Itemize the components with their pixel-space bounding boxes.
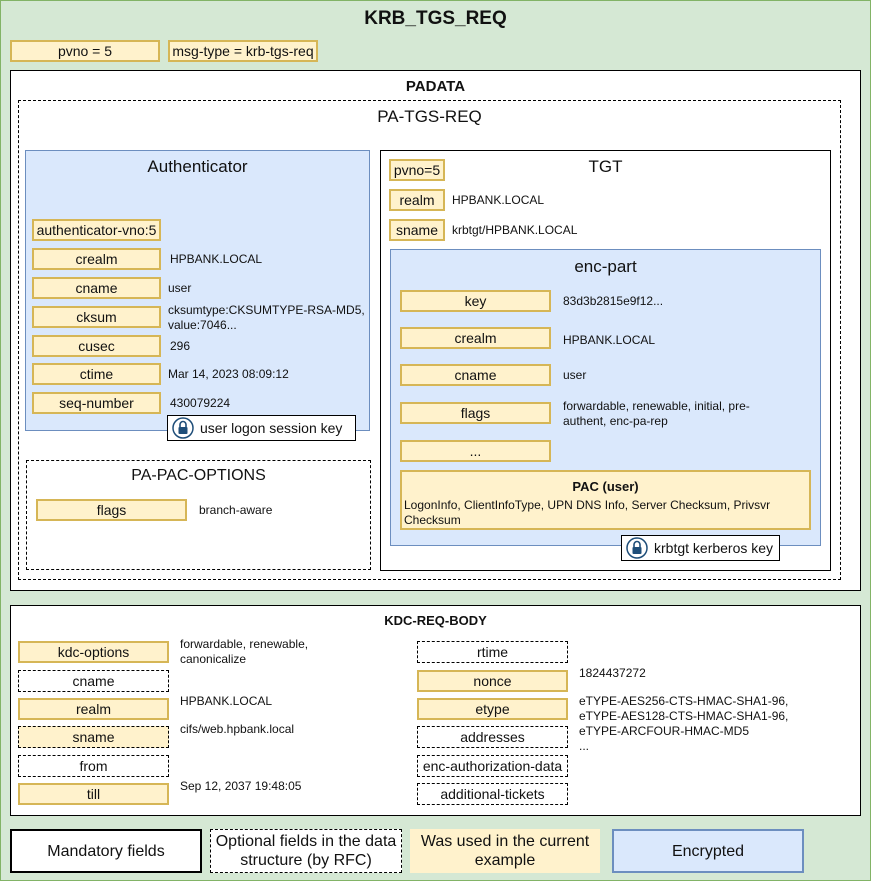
- body-till-field: till: [18, 783, 169, 805]
- pvno-field: pvno = 5: [10, 40, 160, 62]
- body-additional-tickets-field: additional-tickets: [417, 783, 568, 805]
- legend-optional: Optional fields in the data structure (by RFC): [210, 829, 402, 873]
- auth-cname-field: cname: [32, 277, 161, 299]
- auth-crealm-value: HPBANK.LOCAL: [170, 252, 263, 266]
- enc-part-title: enc-part: [574, 257, 637, 276]
- krbtgt-kerberos-key: [621, 535, 780, 561]
- tgt-realm-field: realm: [389, 189, 445, 211]
- pac-options-flags-field: flags: [36, 499, 187, 521]
- auth-cksum-value: cksumtype:CKSUMTYPE-RSA-MD5, value:7046...: [168, 303, 365, 332]
- body-addresses-field: addresses: [417, 726, 568, 748]
- body-sname-value: cifs/web.hpbank.local: [180, 722, 295, 736]
- pa-pac-options-title: PA-PAC-OPTIONS: [131, 467, 266, 484]
- body-realm-field: realm: [18, 698, 169, 720]
- pa-tgs-req-title: PA-TGS-REQ: [377, 107, 482, 126]
- tgt-sname-value: krbtgt/HPBANK.LOCAL: [452, 223, 578, 237]
- pac-user-title: PAC (user): [572, 479, 639, 494]
- auth-seq-number-value: 430079224: [170, 396, 231, 410]
- auth-cksum-field: cksum: [32, 306, 161, 328]
- tgt-title: TGT: [588, 157, 623, 176]
- enc-cname-value: user: [563, 368, 587, 382]
- auth-cusec-field: cusec: [32, 335, 161, 357]
- body-sname-field: sname: [18, 726, 169, 748]
- enc-ellipsis-field: ...: [400, 440, 551, 462]
- krbtgt-kerberos-key-label: krbtgt kerberos key: [654, 540, 774, 556]
- legend-mandatory: Mandatory fields: [10, 829, 202, 873]
- auth-ctime-field: ctime: [32, 363, 161, 385]
- auth-cname-value: user: [168, 281, 192, 295]
- body-realm-value: HPBANK.LOCAL: [180, 694, 273, 708]
- diagram-title: KRB_TGS_REQ: [364, 8, 507, 29]
- auth-ctime-value: Mar 14, 2023 08:09:12: [168, 367, 289, 381]
- pac-user-content: LogonInfo, ClientInfoType, UPN DNS Info, Server Checksum, Privsvr Checksum: [404, 498, 771, 527]
- body-nonce-field: nonce: [417, 670, 568, 692]
- body-etype-value: eTYPE-AES256-CTS-HMAC-SHA1-96, eTYPE-AES128-CTS-HMAC-SHA1-96, eTYPE-ARCFOUR-HMAC-MD5 ...: [579, 694, 789, 753]
- legend-encrypted: Encrypted: [612, 829, 804, 873]
- auth-crealm-field: crealm: [32, 248, 161, 270]
- legend-used: Was used in the current example: [410, 829, 600, 873]
- body-from-field: from: [18, 755, 169, 777]
- body-enc-authorization-data-field: enc-authorization-data: [417, 755, 568, 777]
- body-rtime-field: rtime: [417, 641, 568, 663]
- padata-title: PADATA: [405, 78, 466, 95]
- body-kdc-options-field: kdc-options: [18, 641, 169, 663]
- kdc-req-body-title: KDC-REQ-BODY: [384, 613, 487, 628]
- enc-flags-value: forwardable, renewable, initial, pre- authent, enc-pa-rep: [563, 399, 750, 428]
- tgt-realm-value: HPBANK.LOCAL: [452, 193, 545, 207]
- lock-icon: [626, 537, 648, 559]
- auth-cusec-value: 296: [170, 339, 191, 353]
- user-logon-session-key: [167, 415, 356, 441]
- tgt-pvno-field: pvno=5: [389, 159, 445, 181]
- user-logon-session-key-label: user logon session key: [200, 420, 343, 436]
- enc-crealm-field: crealm: [400, 327, 551, 349]
- body-till-value: Sep 12, 2037 19:48:05: [180, 779, 302, 793]
- msg-type-field: msg-type = krb-tgs-req: [168, 40, 318, 62]
- body-nonce-value: 1824437272: [579, 666, 646, 680]
- pac-options-flags-value: branch-aware: [199, 503, 273, 517]
- authenticator-vno-field: authenticator-vno:5: [32, 219, 161, 241]
- lock-icon: [172, 417, 194, 439]
- body-kdc-options-value: forwardable, renewable, canonicalize: [180, 637, 309, 666]
- authenticator-title: Authenticator: [147, 157, 248, 176]
- body-cname-field: cname: [18, 670, 169, 692]
- auth-seq-number-field: seq-number: [32, 392, 161, 414]
- enc-cname-field: cname: [400, 364, 551, 386]
- enc-key-value: 83d3b2815e9f12...: [563, 294, 664, 308]
- pac-user-box: [400, 470, 811, 530]
- enc-flags-field: flags: [400, 402, 551, 424]
- body-etype-field: etype: [417, 698, 568, 720]
- tgt-sname-field: sname: [389, 219, 445, 241]
- enc-crealm-value: HPBANK.LOCAL: [563, 333, 656, 347]
- enc-key-field: key: [400, 290, 551, 312]
